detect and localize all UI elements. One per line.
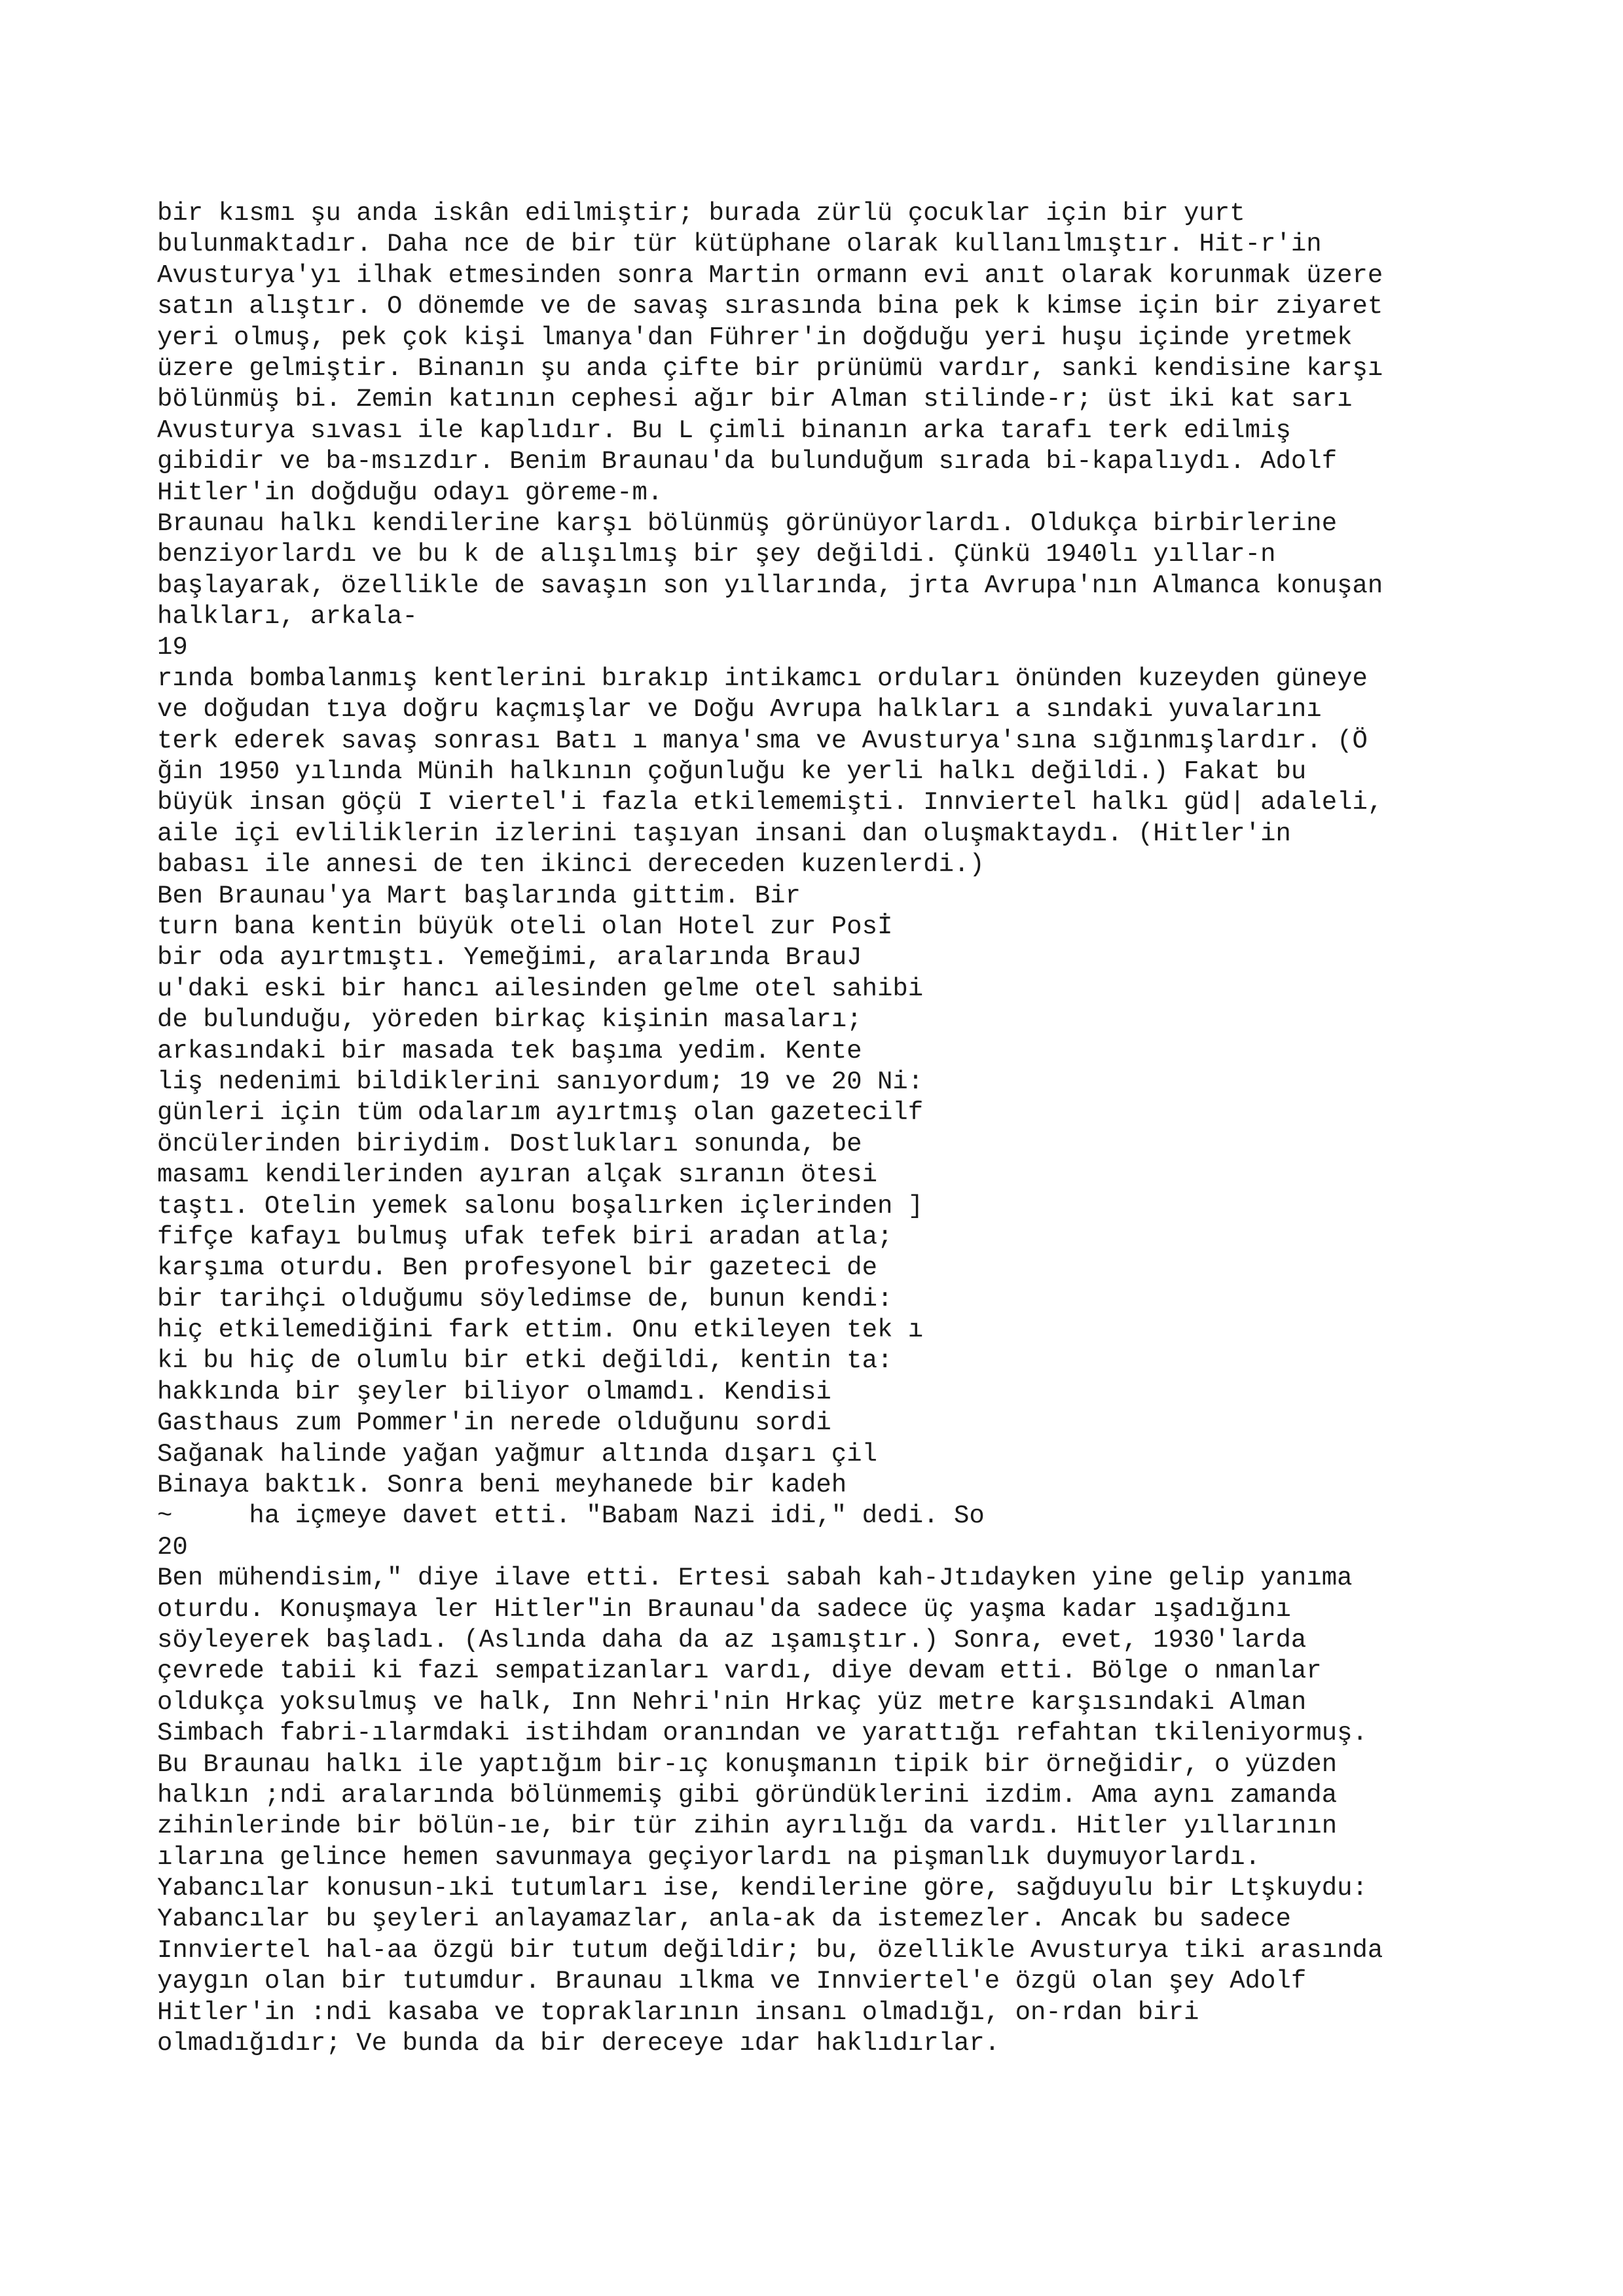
text-line: liş nedenimi bildiklerini sanıyordum; 19 ve 20 Ni: (157, 1067, 924, 1096)
text-line: üzere gelmiştir. Binanın şu anda çifte bir prünümü vardır, sanki kendisine karşı (157, 353, 1383, 383)
text-line: söyleyerek başladı. (Aslında daha da az ışamıştır.) Sonra, evet, 1930'larda (157, 1625, 1307, 1655)
text-line: yaygın olan bir tutumdur. Braunau ılkma ve Innviertel'e özgü olan şey Adolf (157, 1967, 1307, 1996)
text-line: bir oda ayırtmıştı. Yemeğimi, aralarında BrauJ (157, 943, 862, 973)
text-line: arkasındaki bir masada tek başıma yedim. Kente (157, 1036, 862, 1066)
text-line: hakkında bir şeyler biliyor olmamdı. Kendisi (157, 1377, 831, 1407)
text-line: Ben mühendisim," diye ilave etti. Ertesi sabah kah-Jtıdayken yine gelip yanıma (157, 1564, 1353, 1593)
text-line: Binaya baktık. Sonra beni meyhanede bir kadeh (157, 1471, 847, 1500)
text-line: hiç etkilemediğini fark ettim. Onu etkileyen tek ı (157, 1316, 924, 1345)
text-line: karşıma oturdu. Ben profesyonel bir gazeteci de (157, 1253, 877, 1283)
text-line: Simbach fabri-ılarmdaki istihdam oranından ve yarattığı refahtan tkileniyormuş. (157, 1719, 1368, 1748)
text-line: bir tarihçi olduğumu söyledimse de, bunun kendi: (157, 1284, 893, 1314)
text-line: de bulunduğu, yöreden birkaç kişinin masaları; (157, 1005, 862, 1035)
page-number: 20 (157, 1532, 188, 1562)
text-line: fifçe kafayı bulmuş ufak tefek biri aradan atla; (157, 1222, 893, 1251)
text-line: masamı kendilerinden ayıran alçak sıranın ötesi (157, 1160, 877, 1190)
text-line: halkları, arkala- (157, 602, 418, 632)
text-line: bir kısmı şu anda iskân edilmiştir; burada zürlü çocuklar için bir yurt (157, 199, 1245, 228)
body-text (157, 198, 1597, 2059)
text-line: satın alıştır. O dönemde ve de savaş sırasında bina pek k kimse için bir ziyaret (157, 292, 1383, 321)
text-line: Innviertel hal-aa özgü bir tutum değildir; bu, özellikle Avusturya tiki arasında (157, 1935, 1383, 1965)
text-line: ğin 1950 yılında Münih halkının çoğunluğu ke yerli halkı değildi.) Fakat bu (157, 757, 1307, 787)
text-line: oturdu. Konuşmaya ler Hitler"in Braunau'da sadece üç yaşma kadar ışadığını (157, 1594, 1291, 1624)
text-line: bulunmaktadır. Daha nce de bir tür kütüphane olarak kullanılmıştır. Hit-r'in (157, 230, 1322, 259)
text-line: Ben Braunau'ya Mart başlarında gittim. Bir (157, 881, 801, 910)
text-line: oldukça yoksulmuş ve halk, Inn Nehri'nin Hrkaç yüz metre karşısındaki Alman (157, 1687, 1307, 1717)
text-line: terk ederek savaş sonrası Batı ı manya'sma ve Avusturya'sına sığınmışlardır. (Ö (157, 726, 1368, 755)
text-line: benziyorlardı ve bu k de alışılmış bir şey değildi. Çünkü 1940lı yıllar-n (157, 540, 1276, 569)
text-line: Hitler'in :ndi kasaba ve topraklarının insanı olmadığı, on-rdan biri (157, 1998, 1199, 2027)
text-line: turn bana kentin büyük oteli olan Hotel zur Posİ (157, 912, 893, 941)
text-line: rında bombalanmış kentlerini bırakıp intikamcı orduları önünden kuzeyden güneye (157, 664, 1368, 693)
text-line: ki bu hiç de olumlu bir etki değildi, kentin ta: (157, 1346, 893, 1376)
text-line: günleri için tüm odalarım ayırtmış olan gazetecilf (157, 1098, 924, 1128)
text-line: Yabancılar bu şeyleri anlayamazlar, anla-ak da istemezler. Ancak bu sadece (157, 1905, 1291, 1934)
text-line: bölünmüş bi. Zemin katının cephesi ağır bir Alman stilinde-r; üst iki kat sarı (157, 385, 1353, 414)
text-line: ılarına gelince hemen savunmaya geçiyorlardı na pişmanlık duymuyorlardı. (157, 1842, 1261, 1872)
text-line: halkın ;ndi aralarında bölünmemiş gibi göründüklerini izdim. Ama aynı zamanda (157, 1780, 1338, 1810)
text-line: u'daki eski bir hancı ailesinden gelme otel sahibi (157, 974, 924, 1003)
text-line: Avusturya'yı ilhak etmesinden sonra Martin ormann evi anıt olarak korunmak üzere (157, 260, 1383, 290)
text-line: öncülerinden biriydim. Dostlukları sonunda, be (157, 1129, 862, 1158)
text-line: çevrede tabii ki fazi sempatizanları vardı, diye devam etti. Bölge o nmanlar (157, 1657, 1322, 1686)
text-line: Avusturya sıvası ile kaplıdır. Bu L çimli binanın arka tarafı terk edilmiş (157, 416, 1291, 445)
text-line: Braunau halkı kendilerine karşı bölünmüş görünüyorlardı. Oldukça birbirlerine (157, 509, 1338, 538)
text-line: Yabancılar konusun-ıki tutumları ise, kendilerine göre, sağduyulu bir Ltşkuydu: (157, 1874, 1368, 1903)
text-line: aile içi evliliklerin izlerini taşıyan insani dan oluşmaktaydı. (Hitler'in (157, 819, 1291, 848)
text-line: Bu Braunau halkı ile yaptığım bir-ıç konuşmanın tipik bir örneğidir, o yüzden (157, 1749, 1338, 1779)
text-line: yeri olmuş, pek çok kişi lmanya'dan Führer'in doğduğu yeri huşu içinde yretmek (157, 323, 1353, 352)
text-line: Gasthaus zum Pommer'in nerede olduğunu sordi (157, 1408, 831, 1438)
text-line: babası ile annesi de ten ikinci dereceden kuzenlerdi.) (157, 850, 985, 880)
text-line: ve doğudan tıya doğru kaçmışlar ve Doğu Avrupa halkları a sındaki yuvalarını (157, 695, 1322, 725)
text-line: Sağanak halinde yağan yağmur altında dışarı çil (157, 1439, 877, 1469)
text-line: zihinlerinde bir bölün-ıe, bir tür zihin ayrılığı da vardı. Hitler yıllarının (157, 1812, 1338, 1841)
page-number: 19 (157, 633, 188, 662)
text-line: Hitler'in doğduğu odayı göreme-m. (157, 478, 663, 507)
text-line: ~ ha içmeye davet etti. "Babam Nazi idi," dedi. So (157, 1501, 985, 1531)
text-line: gibidir ve ba-msızdır. Benim Braunau'da bulunduğum sırada bi-kapalıydı. Adolf (157, 447, 1338, 476)
text-line: başlayarak, özellikle de savaşın son yıllarında, jrta Avrupa'nın Almanca konuşan (157, 571, 1383, 600)
text-line: büyük insan göçü I viertel'i fazla etkilememişti. Innviertel halkı güd| adaleli, (157, 788, 1383, 817)
text-line: olmadığıdır; Ve bunda da bir dereceye ıdar haklıdırlar. (157, 2029, 1000, 2058)
text-line: taştı. Otelin yemek salonu boşalırken içlerinden ] (157, 1191, 924, 1221)
